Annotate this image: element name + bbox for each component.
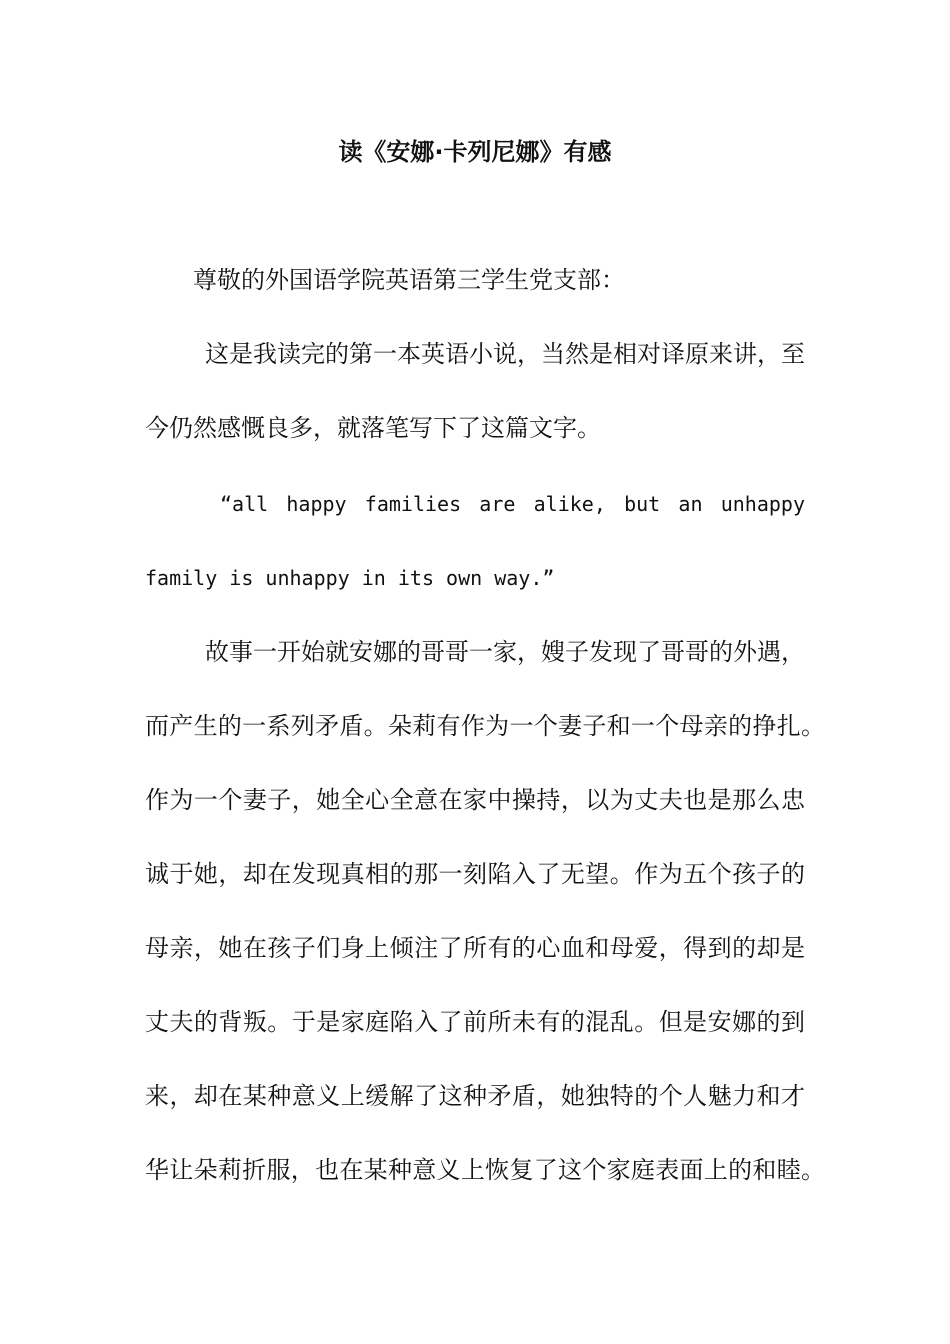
paragraph-line: 故事一开始就安娜的哥哥一家，嫂子发现了哥哥的外遇， [205, 638, 805, 666]
paragraph-line: 而产生的一系列矛盾。朵莉有作为一个妻子和一个母亲的挣扎。 [145, 712, 825, 740]
salutation-line: 尊敬的外国语学院英语第三学生党支部： [193, 266, 625, 294]
paragraph-line: 母亲，她在孩子们身上倾注了所有的心血和母爱，得到的却是 [145, 934, 805, 962]
paragraph-line: 这是我读完的第一本英语小说，当然是相对译原来讲，至 [205, 340, 805, 368]
paragraph-line: 华让朵莉折服，也在某种意义上恢复了这个家庭表面上的和睦。 [145, 1156, 825, 1184]
paragraph-line: 作为一个妻子，她全心全意在家中操持，以为丈夫也是那么忠 [145, 786, 805, 814]
paragraph-line: 今仍然感慨良多，就落笔写下了这篇文字。 [145, 414, 601, 442]
quote-line: family is unhappy in its own way.” [145, 566, 555, 590]
paragraph-line: 来，却在某种意义上缓解了这种矛盾，她独特的个人魅力和才 [145, 1082, 805, 1110]
quote-line: “all happy families are alike, but an unhappy [220, 492, 805, 516]
paragraph-line: 丈夫的背叛。于是家庭陷入了前所未有的混乱。但是安娜的到 [145, 1008, 805, 1036]
paragraph-line: 诚于她，却在发现真相的那一刻陷入了无望。作为五个孩子的 [145, 860, 805, 888]
document-title: 读《安娜·卡列尼娜》有感 [338, 138, 612, 166]
